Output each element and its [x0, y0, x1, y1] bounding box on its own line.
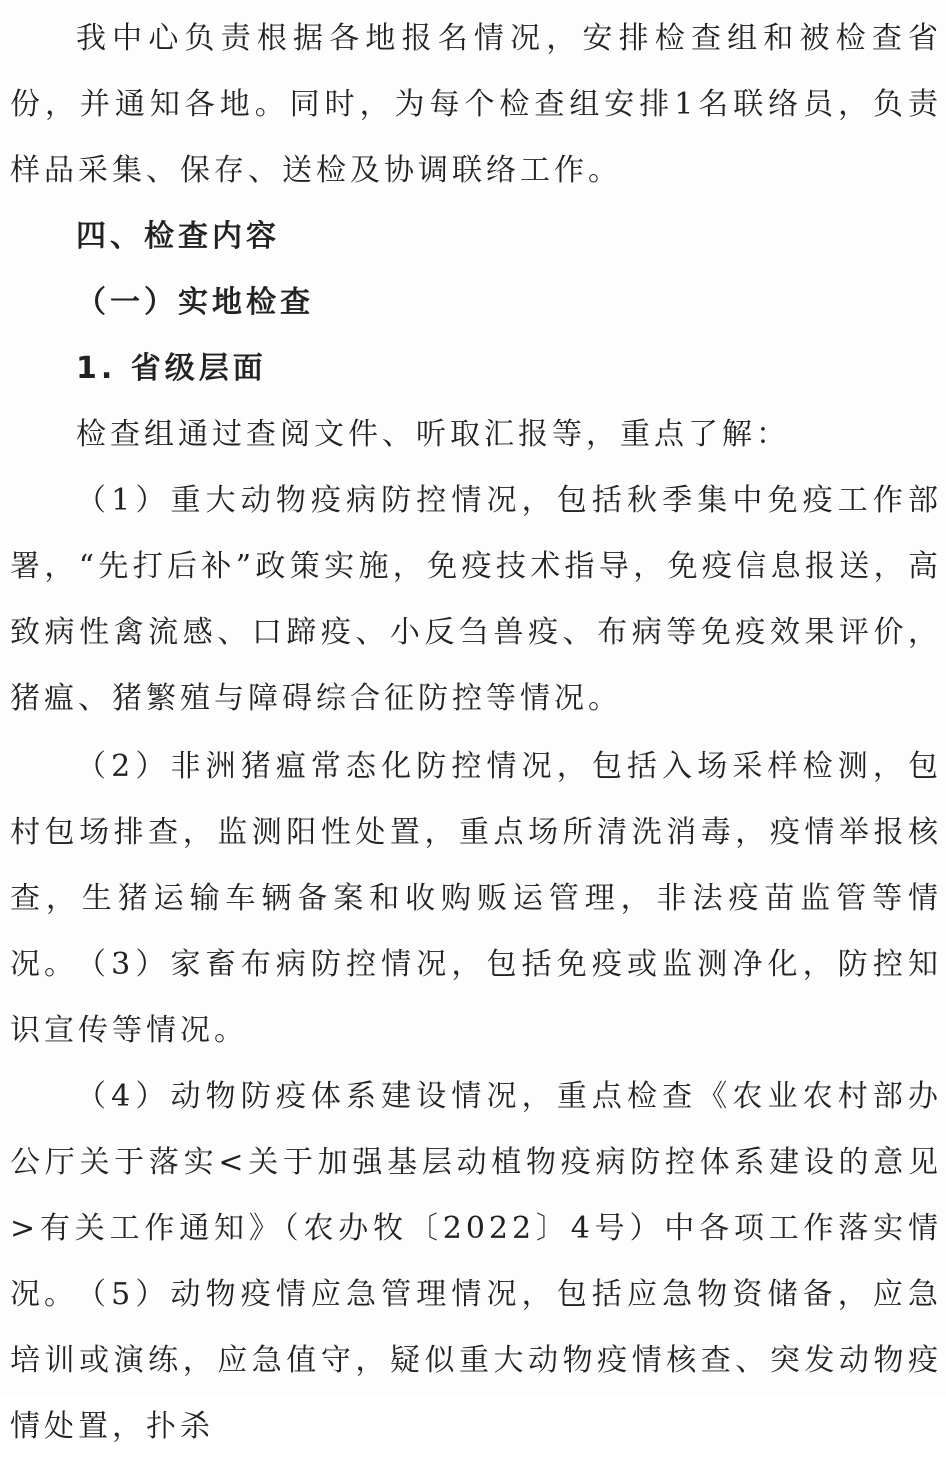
item-heading-provincial-level: 1. 省级层面 — [76, 351, 267, 386]
paragraph-inspection-method: 检查组通过查阅文件、听取汇报等，重点了解： — [76, 417, 790, 452]
paragraph-item-3-brucellosis: （3）家畜布病防控情况，包括免疫或监测净化，防控知识宣传等情况。 — [10, 947, 942, 1048]
paragraph-item-2-african-swine-fever: （2）非洲猪瘟常态化防控情况，包括入场采样检测，包村包场排查，监测阳性处置，重点场所清洗消毒，疫情举报核查，生猪运输车辆备案和收购贩运管理，非法疫苗监管等情况。 — [10, 749, 942, 982]
paragraph-item-5-emergency-management: （5）动物疫情应急管理情况，包括应急物资储备，应急培训或演练，应急值守，疑似重大动物疫情核查、突发动物疫情处置，扑杀 — [10, 1277, 942, 1444]
paragraph-item-1-major-diseases: （1）重大动物疫病防控情况，包括秋季集中免疫工作部署，“先打后补”政策实施，免疫技术指导，免疫信息报送，高致病性禽流感、口蹄疫、小反刍兽疫、布病等免疫效果评价，猪瘟、猪繁殖与障碍综合征防控等情况。 — [10, 483, 942, 716]
section-heading-inspection-content: 四、检查内容 — [76, 219, 280, 254]
paragraph-item-4-prevention-system: （4）动物防疫体系建设情况，重点检查《农业农村部办公厅关于落实<关于加强基层动植物疫病防控体系建设的意见>有关工作通知》（农办牧〔2022〕4号）中各项工作落实情况。 — [10, 1079, 942, 1312]
paragraph-inspection-arrangement: 我中心负责根据各地报名情况，安排检查组和被检查省份，并通知各地。同时，为每个检查组安排1名联络员，负责样品采集、保存、送检及协调联络工作。 — [10, 21, 942, 188]
subsection-heading-field-inspection: （一）实地检查 — [76, 285, 314, 320]
